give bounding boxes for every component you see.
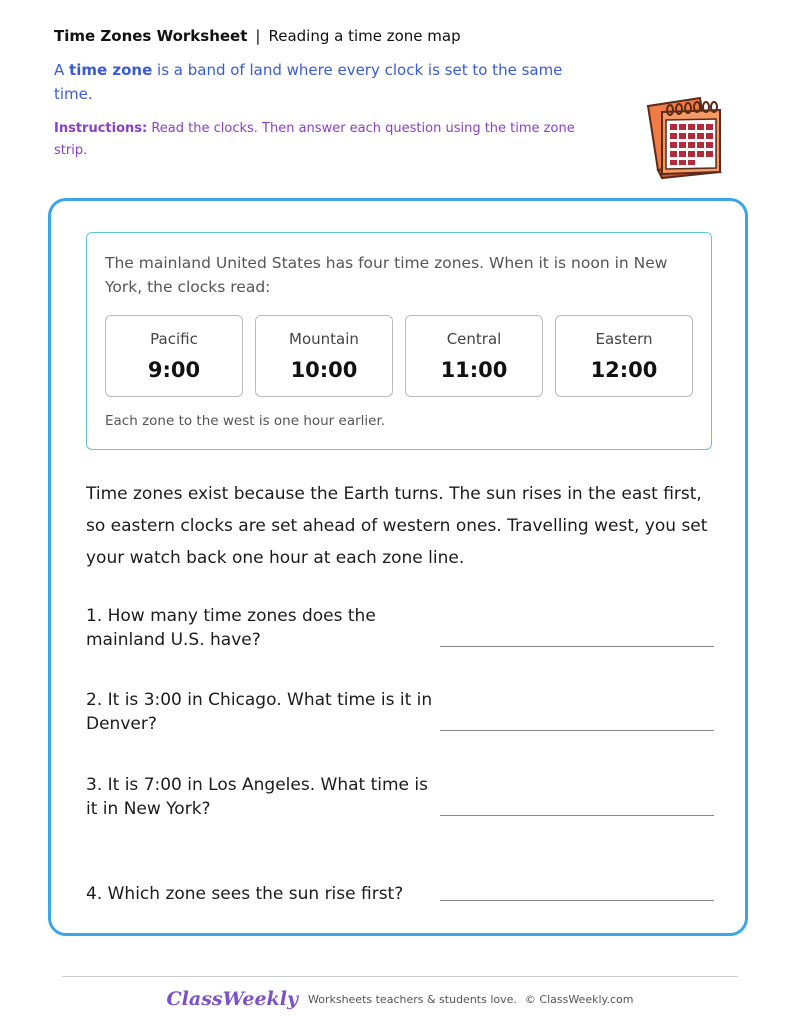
question-3: 3. It is 7:00 in Los Angeles. What time is it in New York? — [86, 775, 428, 819]
zone-name: Pacific — [150, 330, 198, 348]
definition-lead: A — [54, 61, 70, 79]
worksheet-title: Time Zones Worksheet — [54, 27, 248, 45]
worksheet-header — [54, 27, 461, 45]
question-1: 1. How many time zones does the mainland U.S. have? — [86, 606, 376, 650]
zone-eastern — [555, 315, 693, 397]
header-separator: | — [255, 27, 261, 45]
footer-tagline: Worksheets teachers & students love. — [307, 992, 517, 1006]
question-2: 2. It is 3:00 in Chicago. What time is it in Denver? — [86, 690, 433, 734]
explanation-paragraph: Time zones exist because the Earth turns. The sun rises in the east first, so eastern clocks are set ahead of western ones. Travelling west, you set your watch back one hour at each zone line. — [86, 484, 708, 568]
strip-intro: The mainland United States has four time zones. When it is noon in New York, the clocks read: — [105, 254, 668, 296]
zone-clocks — [105, 315, 695, 399]
worksheet-subtitle: Reading a time zone map — [268, 27, 461, 45]
instructions-label: Instructions: — [54, 121, 148, 136]
answer-line-3[interactable] — [440, 815, 714, 816]
time-zone-definition — [54, 58, 574, 106]
zone-name: Mountain — [289, 330, 359, 348]
definition-rest: is a band of land where every clock is set to the same time. — [54, 61, 563, 103]
time-zone-strip — [86, 232, 712, 450]
instructions — [54, 118, 594, 162]
instructions-text: Read the clocks. Then answer each question using the time zone strip. — [54, 121, 575, 158]
footer — [0, 988, 800, 1010]
definition-term: time zone — [69, 61, 153, 79]
calendar-icon — [640, 96, 726, 180]
zone-name: Eastern — [595, 330, 653, 348]
zone-time: 12:00 — [590, 358, 658, 382]
footer-divider — [62, 976, 738, 977]
answer-line-2[interactable] — [440, 730, 714, 731]
zone-name: Central — [446, 330, 502, 348]
answer-line-4[interactable] — [440, 900, 714, 901]
brand-logo: ClassWeekly — [166, 988, 298, 1010]
zone-central — [405, 315, 543, 397]
zone-time: 9:00 — [147, 358, 201, 382]
question-4: 4. Which zone sees the sun rise first? — [86, 884, 404, 904]
zone-time: 10:00 — [290, 358, 358, 382]
zone-pacific — [105, 315, 243, 397]
zone-mountain — [255, 315, 393, 397]
strip-note: Each zone to the west is one hour earlier. — [105, 413, 386, 429]
zone-time: 11:00 — [440, 358, 508, 382]
footer-copyright: © ClassWeekly.com — [524, 992, 634, 1006]
answer-line-1[interactable] — [440, 646, 714, 647]
